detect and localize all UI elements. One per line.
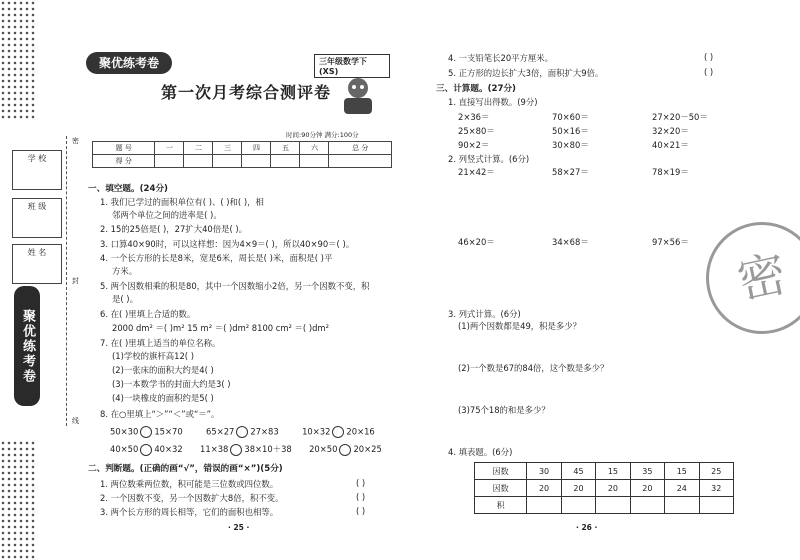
question-5b: 是( )。 [112,294,138,304]
product-input[interactable] [527,497,561,514]
calc-1-title: 1. 直接写出得数。(9分) [448,97,538,107]
score-input[interactable] [300,155,329,168]
page-title: 第一次月考综合测评卷 [160,83,331,102]
compare-left: 40×50 [110,444,139,454]
question-7a: (1)学校的旗杆高12( ) [112,351,194,361]
compare-circle[interactable] [140,444,152,456]
score-table [92,141,392,168]
compare-left: 11×38 [200,444,229,454]
oral-item: 50×16＝ [552,126,589,136]
score-cell: 四 [242,142,271,155]
section-fill-in: 一、填空题。(24分) [88,184,168,194]
compare-circle[interactable] [332,426,344,438]
section-true-false: 二、判断题。(正确的画“√”，错误的画“×”)(5分) [88,464,283,474]
score-cell: 一 [155,142,184,155]
compare-left: 50×30 [110,426,139,437]
question-1b: 邻两个单位之间的进率是( )。 [112,210,222,220]
compare-left: 65×27 [206,426,235,437]
table-cell: 25 [699,463,733,480]
judge-2: 2. 一个因数不变，另一个因数扩大8倍，积不变。 [100,493,284,503]
compare-circle[interactable] [236,426,248,438]
question-7d: (4)一块橡皮的面积约是5( ) [112,393,214,403]
table-cell: 积 [475,497,527,514]
binding-dots-bottom [0,440,36,560]
judge-2-answer[interactable]: ( ) [356,492,366,502]
score-cell: 题 号 [93,142,155,155]
class-field[interactable] [12,215,62,238]
judge-5-answer[interactable]: ( ) [704,67,714,77]
word-problem-2: (2)一个数是67的84倍，这个数是多少？ [458,363,609,373]
judge-1-answer[interactable]: ( ) [356,478,366,488]
word-problem-1: (1)两个因数都是49，积是多少？ [458,321,582,331]
page-number-left: · 25 · [228,523,250,532]
compare-circle[interactable] [230,444,242,456]
judge-3-answer[interactable]: ( ) [356,506,366,516]
vertical-item: 21×42＝ [458,167,495,177]
oral-item: 90×2＝ [458,140,490,150]
header-banner [86,52,390,122]
table-cell: 30 [527,463,561,480]
compare-right: 20×25 [353,444,382,454]
score-input[interactable] [271,155,300,168]
question-8: 8. 在○里填上“＞”“＜”或“＝”。 [100,409,220,419]
score-cell: 总 分 [329,142,392,155]
mascot-icon [332,74,384,116]
seal-label-1: 密 [72,137,79,145]
oral-item: 25×80＝ [458,126,495,136]
class-label: 班 级 [12,198,62,216]
table-cell: 35 [630,463,664,480]
vertical-item: 34×68＝ [552,237,589,247]
calc-3-title: 3. 列式计算。(6分) [448,309,521,319]
oral-item: 2×36＝ [458,112,490,122]
table-cell: 20 [561,480,595,497]
table-cell: 45 [561,463,595,480]
table-cell: 32 [699,480,733,497]
score-input[interactable] [184,155,213,168]
product-input[interactable] [596,497,630,514]
oral-item: 30×80＝ [552,140,589,150]
product-input[interactable] [561,497,595,514]
grade-label: 三年级数学下(XS) [314,54,390,78]
question-5a: 5. 两个因数相乘的积是80，其中一个因数缩小2倍，另一个因数不变，积 [100,281,370,291]
judge-4-answer[interactable]: ( ) [704,52,714,62]
oral-item: 70×60＝ [552,112,589,122]
question-6: 6. 在( )里填上合适的数。 [100,309,196,319]
product-input[interactable] [665,497,699,514]
compare-right: 40×32 [154,444,183,454]
table-cell: 20 [596,480,630,497]
product-input[interactable] [699,497,733,514]
section-calculation: 三、计算题。(27分) [436,84,516,94]
product-input[interactable] [630,497,664,514]
vertical-item: 46×20＝ [458,237,495,247]
score-cell: 五 [271,142,300,155]
school-label: 学 校 [12,150,62,168]
table-cell: 24 [665,480,699,497]
oral-item: 40×21＝ [652,140,689,150]
calc-4-title: 4. 填表题。(6分) [448,447,513,457]
score-cell: 三 [213,142,242,155]
score-input[interactable] [155,155,184,168]
exam-info: 时间:90分钟 满分:100分 [286,131,359,139]
seal-label-3: 线 [72,417,79,425]
page-number-right: · 26 · [576,523,598,532]
confidential-stamp: 密 [696,212,800,345]
table-cell: 15 [596,463,630,480]
vertical-item: 97×56＝ [652,237,689,247]
fill-table [474,462,734,514]
seal-label-2: 封 [72,277,79,285]
compare-right: 15×70 [154,426,183,437]
table-cell: 20 [630,480,664,497]
compare-left: 10×32 [302,426,331,437]
question-1a: 1. 我们已学过的面积单位有( )、( )和( )，相 [100,197,264,207]
school-field[interactable] [12,167,62,190]
score-cell: 六 [300,142,329,155]
table-cell: 15 [665,463,699,480]
vertical-item: 78×19＝ [652,167,689,177]
question-4a: 4. 一个长方形的长是8米，宽是6米，周长是( )米，面积是( )平 [100,253,333,263]
score-input[interactable] [213,155,242,168]
judge-5: 5. 正方形的边长扩大3倍，面积扩大9倍。 [448,68,604,78]
question-3: 3. 口算40×90时，可以这样想：因为4×9＝( )，所以40×90＝( )。 [100,239,355,249]
name-label: 姓 名 [12,244,62,262]
score-input[interactable] [329,155,392,168]
binding-dots-top [0,0,36,120]
compare-row-2 [110,443,382,456]
oral-item: 32×20＝ [652,126,689,136]
judge-1: 1. 两位数乘两位数，积可能是三位数或四位数。 [100,479,279,489]
compare-left: 20×50 [309,444,338,454]
question-7: 7. 在( )里填上适当的单位名称。 [100,338,221,348]
score-input[interactable] [242,155,271,168]
word-problem-3: (3)75个18的和是多少？ [458,405,550,415]
oral-item: 27×20－50＝ [652,112,708,122]
question-2: 2. 15的25倍是( )，27扩大40倍是( )。 [100,224,248,234]
score-cell: 得 分 [93,155,155,168]
judge-3: 3. 两个长方形的周长相等，它们的面积也相等。 [100,507,279,517]
table-cell: 20 [527,480,561,497]
brand-logo: 聚优练考卷 [86,52,172,74]
compare-right: 38×10＋38 [244,444,292,454]
score-cell: 二 [184,142,213,155]
question-6b: 2000 dm² ＝( )m² 15 m² ＝( )dm² 8100 cm² ＝( )dm² [112,323,329,333]
compare-circle[interactable] [339,444,351,456]
table-cell: 因数 [475,480,527,497]
compare-right: 27×83 [250,426,279,437]
name-field[interactable] [12,261,62,284]
compare-row-1 [110,426,375,438]
compare-right: 20×16 [346,426,375,437]
seal-line [66,136,67,426]
judge-4: 4. 一支铅笔长20平方厘米。 [448,53,554,63]
compare-circle[interactable] [140,426,152,438]
calc-2-title: 2. 列竖式计算。(6分) [448,154,530,164]
question-7b: (2)一张床的面积大约是4( ) [112,365,214,375]
question-4b: 方米。 [112,266,138,276]
table-cell: 因数 [475,463,527,480]
vertical-item: 58×27＝ [552,167,589,177]
side-logo: 聚优练考卷 [14,286,40,406]
question-7c: (3)一本数学书的封面大约是3( ) [112,379,231,389]
